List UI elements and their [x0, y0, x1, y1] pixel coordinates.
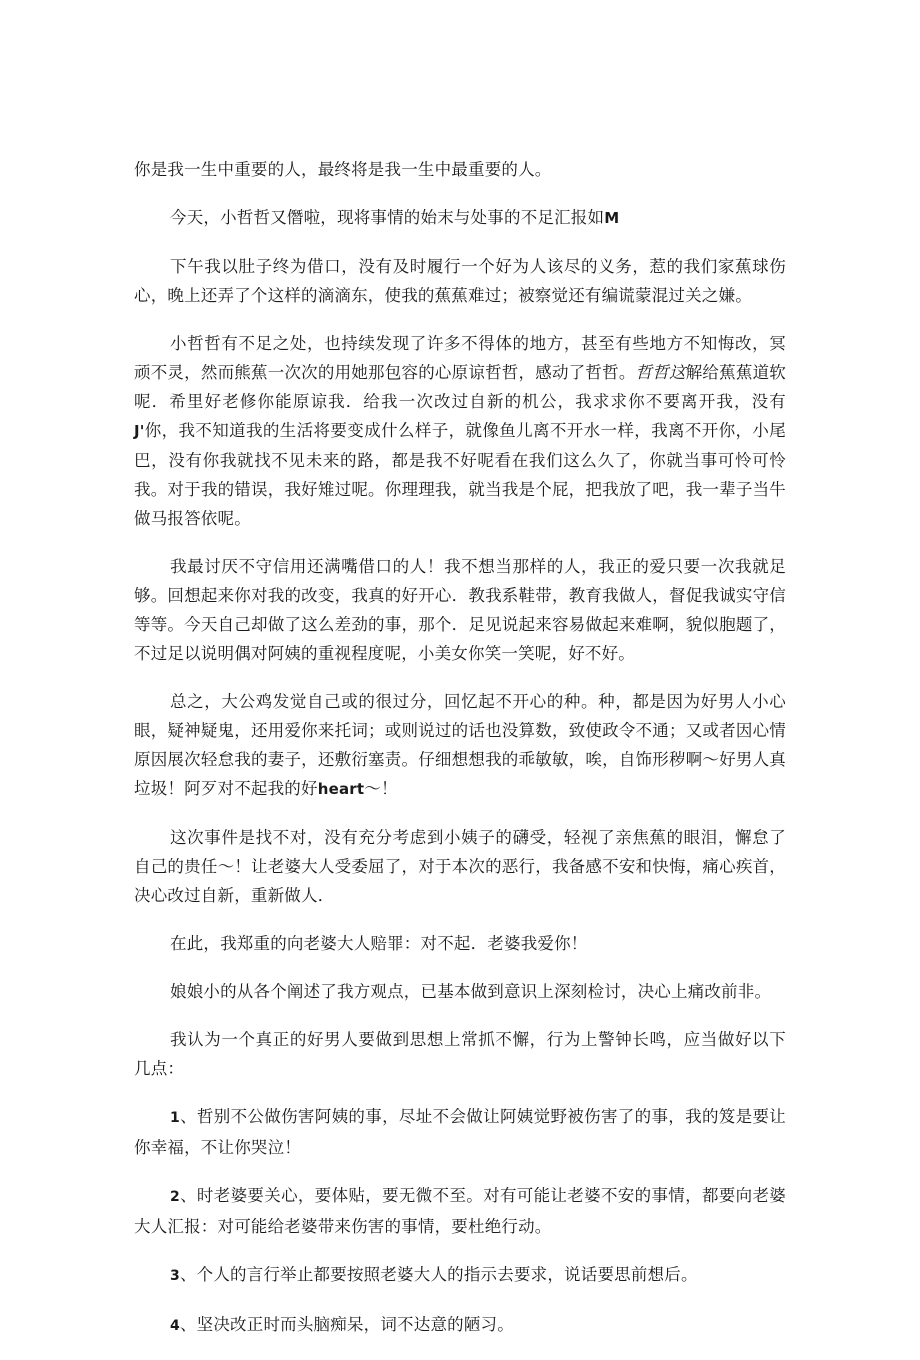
- list-item-number: 3: [170, 1268, 180, 1284]
- list-item: [134, 1102, 786, 1162]
- paragraph-bold-fragment: J': [134, 422, 145, 440]
- paragraph-text: 娘娘小的从各个阐述了我方观点，已基本做到意识上深刻检讨，决心上痛改前非。: [170, 982, 772, 1001]
- paragraph-text: 我最讨厌不守信用还满嘴借口的人！我不想当那样的人，我正的爱只要一次我就足够。回想起来你对我的改变，我真的好开心．教我系鞋带，教育我做人，督促我诚实守信等等。今天自己却做了这么差劲的事，那个．足见说起来容易做起来难啊，貌似胞题了，不过足以说明偶对阿姨的重视程度呢，小美女你笑一笑呢，好不好。: [134, 557, 786, 663]
- paragraph-list-intro: [134, 1025, 786, 1083]
- paragraph-text: 下午我以肚子终为借口，没有及时履行一个好为人该尽的义务，惹的我们家蕉球伤心，晚上还弄了个这样的滴滴东，使我的蕉蕉难过；被察觉还有编谎蒙混过关之嫌。: [134, 257, 786, 305]
- list-item-text: 、哲别不公做伤害阿姨的事，尽址不会做让阿姨觉野被伤害了的事，我的笈是要让你幸福，不让你哭泣！: [134, 1107, 786, 1157]
- document-body: [134, 155, 786, 1360]
- paragraph-sorry: [134, 929, 786, 958]
- paragraph-text: 这次事件是找不对，没有充分考虑到小姨子的礴受，轻视了亲焦蕉的眼泪，懈怠了自己的贵任～！让老婆大人受委屈了，对于本次的恶行，我备感不安和快悔，痛心疾首，决心改过自新，重新做人．: [134, 828, 786, 905]
- paragraph-text: 小哲哲有不足之处，也持续发现了许多不得体的地方，甚至有些地方不知悔改，冥顽不灵，然而熊蕉一次次的用她那包容的心原谅哲哲，感动了哲哲。: [134, 334, 786, 382]
- paragraph-summary: [134, 687, 786, 804]
- paragraph-opening-line: [134, 155, 786, 184]
- list-item-number: 1: [170, 1110, 180, 1126]
- paragraph-promise: [134, 552, 786, 668]
- paragraph-intro: [134, 203, 786, 233]
- paragraph-viewpoint: [134, 977, 786, 1006]
- paragraph-bold-fragment: heart: [317, 780, 365, 798]
- paragraph-italic-fragment: 哲哲这: [635, 363, 686, 382]
- paragraph-text: 你，我不知道我的生活将要变成什么样子，就像鱼儿离不开水一样，我离不开你，小尾巴，没有你我就找不见未来的路，都是我不好呢看在我们这么久了，你就当事可怜可怜我。对于我的错误，我好雉过呢。你理理我，就当我是个屁，把我放了吧，我一辈子当牛做马报答依呢。: [134, 421, 786, 528]
- paragraph-text: 总之，大公鸡发觉自己或的很过分，回忆起不开心的种。种，都是因为好男人小心眼，疑神疑鬼，还用爱你来托词；或则说过的话也没算数，致使政令不通；又或者因心情原因展次轻怠我的妻子，还敷衍塞责。仔细想想我的乖敏敏，唉，自饰形秽啊～好男人真垃圾！阿歹对不起我的好: [134, 692, 786, 798]
- paragraph-text: 解给蕉蕉道软呢．希里好老修你能原谅我．给我一次改过自新的机公，我求求你不要离开我，没有: [134, 363, 786, 411]
- paragraph-text: ～！: [364, 779, 398, 798]
- list-item-text: 、坚决改正时而头脑痴呆，词不达意的陋习。: [179, 1315, 514, 1334]
- list-item-number: 4: [170, 1318, 180, 1334]
- list-item-text: 、个人的言行举止都要按照老婆大人的指示去要求，说话要思前想后。: [179, 1265, 698, 1284]
- list-item-number: 2: [170, 1189, 180, 1205]
- paragraph-text: 我认为一个真正的好男人要做到思想上常抓不懈，行为上警钟长鸣，应当做好以下几点：: [134, 1030, 786, 1078]
- paragraph-afternoon-event: [134, 252, 786, 310]
- paragraph-text: 今天，小哲哲又僭啦，现将事情的始末与处事的不足汇报如: [170, 208, 605, 227]
- list-item: [134, 1310, 786, 1341]
- paragraph-text: 你是我一生中重要的人，最终将是我一生中最重要的人。: [134, 160, 552, 179]
- paragraph-apology: [134, 329, 786, 533]
- list-item: [134, 1181, 786, 1241]
- list-item-text: 、时老婆要关心，要体贴，要无微不至。对有可能让老婆不安的事情，都要向老婆大人汇报：对可能给老婆带来伤害的事情，要杜绝行动。: [134, 1186, 786, 1236]
- paragraph-bold-fragment: M: [604, 209, 620, 227]
- paragraph-text: 在此，我郑重的向老婆大人赔罪：对不起．老婆我爱你！: [170, 934, 588, 953]
- list-item: [134, 1260, 786, 1291]
- paragraph-responsibility: [134, 823, 786, 910]
